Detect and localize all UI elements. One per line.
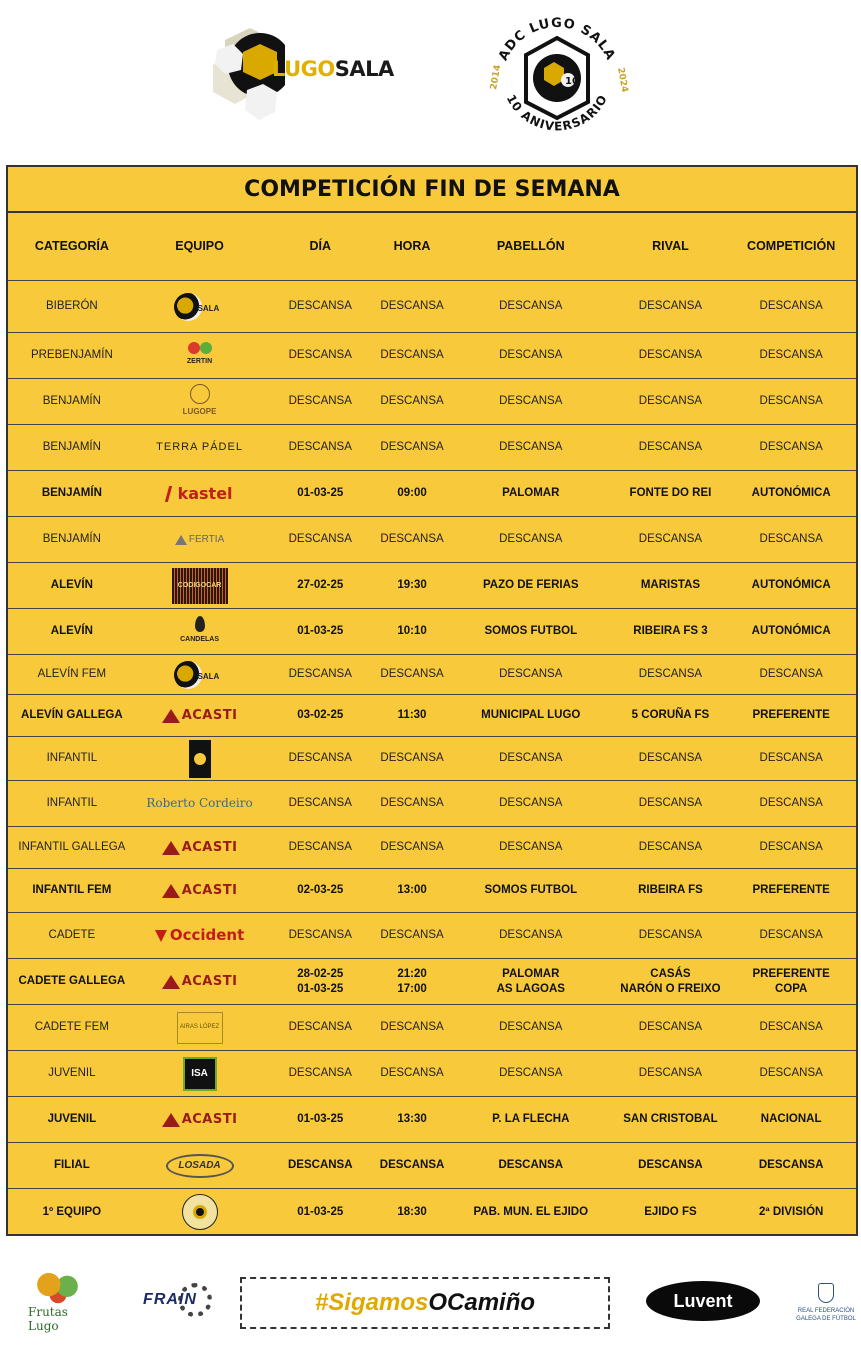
cell-dia: DESCANSA bbox=[288, 300, 352, 312]
cell-competicion: DESCANSA bbox=[759, 349, 823, 361]
cell-categoria: INFANTIL GALLEGA bbox=[18, 841, 126, 853]
cell-dia: 01-03-25 bbox=[297, 1205, 344, 1218]
cell-equipo bbox=[136, 796, 264, 811]
cell-hora: DESCANSA bbox=[380, 797, 444, 809]
flame-icon bbox=[195, 616, 205, 632]
frutas-lugo-text: Frutas Lugo bbox=[28, 1305, 68, 1333]
sponsor-logo-acasti bbox=[162, 708, 238, 723]
cell-categoria: BENJAMÍN bbox=[42, 533, 101, 545]
cell-rival: DESCANSA bbox=[638, 668, 703, 680]
cell-categoria: INFANTIL bbox=[46, 797, 98, 809]
sponsor-name: ZERTIN bbox=[186, 358, 213, 365]
table-row bbox=[8, 1097, 856, 1143]
cell-rival: DESCANSA bbox=[638, 300, 703, 312]
anniversary-center-number: 10 bbox=[565, 76, 579, 87]
acasti-triangle-icon bbox=[162, 884, 180, 898]
luvent-logo bbox=[646, 1281, 760, 1321]
cell-categoria: JUVENIL bbox=[47, 1113, 97, 1125]
cell-categoria: CADETE bbox=[48, 929, 96, 941]
sponsor-logo-club-crest bbox=[182, 1194, 218, 1230]
table-row bbox=[8, 913, 856, 959]
cell-categoria: ALEVÍN bbox=[50, 579, 93, 591]
cell-categoria: 1º EQUIPO bbox=[42, 1205, 102, 1218]
table-row bbox=[8, 379, 856, 425]
sponsor-name: ACASTI bbox=[181, 974, 238, 989]
anniversary-top-text: ADC LUGO SALA bbox=[495, 16, 619, 64]
cell-equipo bbox=[136, 1057, 264, 1091]
cell-dia: 02-03-25 bbox=[297, 884, 344, 896]
cell-equipo bbox=[136, 974, 264, 989]
header-pabellon: PABELLÓN bbox=[496, 239, 565, 253]
zertin-dots-icon bbox=[188, 342, 212, 354]
header-categoria: CATEGORÍA bbox=[34, 239, 109, 253]
cell-categoria: BENJAMÍN bbox=[41, 487, 102, 499]
cell-pabellon: PAZO DE FERIAS bbox=[482, 579, 579, 591]
sponsor-name: SALA bbox=[197, 671, 220, 681]
cell-competicion: DESCANSA bbox=[759, 668, 823, 680]
cell-equipo bbox=[136, 1154, 264, 1178]
cell-categoria: CADETE FEM bbox=[34, 1021, 109, 1033]
cell-rival: CASÁS NARÓN O FREIXO bbox=[620, 967, 721, 995]
sponsor-logo-kastel bbox=[167, 486, 233, 502]
cell-rival: DESCANSA bbox=[638, 752, 703, 764]
cell-rival: DESCANSA bbox=[638, 1067, 703, 1079]
cell-dia: DESCANSA bbox=[288, 441, 352, 453]
hashtag-part-gold: #Sigamos bbox=[314, 1289, 429, 1316]
anniversary-logo bbox=[482, 10, 632, 145]
cell-categoria: CADETE GALLEGA bbox=[18, 975, 126, 987]
cell-pabellon: P. LA FLECHA bbox=[492, 1113, 570, 1125]
cell-pabellon: SOMOS FUTBOL bbox=[484, 625, 578, 637]
cell-pabellon: DESCANSA bbox=[499, 1021, 563, 1033]
sponsor-name: LOSADA bbox=[178, 1160, 221, 1171]
table-row bbox=[8, 959, 856, 1005]
table-row bbox=[8, 1051, 856, 1097]
sponsor-name: ACASTI bbox=[181, 708, 238, 723]
lugo-sala-logo bbox=[205, 20, 425, 130]
header-hora: HORA bbox=[393, 239, 431, 253]
cell-pabellon: DESCANSA bbox=[499, 797, 563, 809]
cell-pabellon: DESCANSA bbox=[499, 533, 563, 545]
table-row bbox=[8, 333, 856, 379]
cell-equipo bbox=[136, 708, 264, 723]
cell-competicion: PREFERENTE bbox=[752, 709, 830, 721]
cell-equipo bbox=[136, 291, 264, 323]
cell-hora: DESCANSA bbox=[380, 752, 444, 764]
cell-pabellon: PALOMAR bbox=[502, 487, 560, 499]
sponsor-logo-lugosala bbox=[172, 659, 228, 691]
cell-competicion: DESCANSA bbox=[758, 1159, 824, 1171]
cell-equipo bbox=[136, 659, 264, 691]
cell-competicion: DESCANSA bbox=[759, 797, 823, 809]
cell-hora: DESCANSA bbox=[380, 929, 444, 941]
cell-dia: 28-02-25 01-03-25 bbox=[297, 967, 344, 995]
cell-hora: DESCANSA bbox=[380, 1021, 444, 1033]
cell-dia: DESCANSA bbox=[288, 1067, 352, 1079]
shield-icon bbox=[818, 1283, 834, 1303]
table-row bbox=[8, 695, 856, 737]
cell-dia: DESCANSA bbox=[288, 349, 352, 361]
cell-hora: DESCANSA bbox=[380, 349, 444, 361]
header-dia: DÍA bbox=[309, 239, 332, 253]
sponsor-name: ACASTI bbox=[181, 883, 238, 898]
header bbox=[0, 0, 861, 160]
sponsor-logo-acasti bbox=[162, 1112, 238, 1127]
cell-competicion: AUTONÓMICA bbox=[751, 487, 831, 499]
anniversary-emblem bbox=[482, 10, 632, 145]
table-row bbox=[8, 737, 856, 781]
table-body bbox=[8, 281, 856, 1235]
cell-equipo bbox=[136, 342, 264, 369]
cell-dia: DESCANSA bbox=[288, 668, 352, 680]
cell-rival: MARISTAS bbox=[640, 579, 701, 591]
sponsor-logo-losada bbox=[166, 1154, 234, 1178]
frutas-lugo-logo bbox=[28, 1267, 88, 1337]
table-row bbox=[8, 1005, 856, 1051]
cell-rival: DESCANSA bbox=[638, 929, 703, 941]
cell-categoria: BIBERÓN bbox=[45, 300, 98, 312]
cell-hora: DESCANSA bbox=[380, 841, 444, 853]
cell-competicion: DESCANSA bbox=[759, 1021, 823, 1033]
cell-rival: DESCANSA bbox=[638, 1159, 703, 1171]
table-title: COMPETICIÓN FIN DE SEMANA bbox=[8, 167, 856, 213]
cell-hora: 10:10 bbox=[397, 625, 427, 637]
cell-categoria: INFANTIL FEM bbox=[32, 884, 112, 896]
cell-equipo bbox=[136, 486, 264, 502]
foot-icon bbox=[190, 384, 210, 404]
sponsor-name: CODIGOCAR bbox=[177, 582, 222, 589]
cell-equipo bbox=[136, 616, 264, 647]
schedule-table bbox=[6, 165, 858, 1236]
frain-text: FRAIN bbox=[143, 1291, 197, 1308]
cell-competicion: DESCANSA bbox=[759, 841, 823, 853]
luvent-text: Luvent bbox=[673, 1290, 733, 1311]
cell-rival: RIBEIRA FS bbox=[638, 884, 703, 896]
cell-pabellon: MUNICIPAL LUGO bbox=[481, 709, 581, 721]
cell-hora: 13:00 bbox=[397, 884, 427, 896]
cell-categoria: ALEVÍN FEM bbox=[37, 668, 107, 680]
table-row bbox=[8, 655, 856, 695]
cell-pabellon: DESCANSA bbox=[499, 668, 563, 680]
cell-rival: FONTE DO REI bbox=[629, 487, 712, 499]
cell-competicion: DESCANSA bbox=[759, 929, 823, 941]
anniversary-year-right: 2024 bbox=[615, 66, 630, 94]
cell-dia: DESCANSA bbox=[288, 929, 352, 941]
table-row bbox=[8, 1143, 856, 1189]
cell-pabellon: DESCANSA bbox=[499, 929, 563, 941]
sponsor-logo-isa bbox=[183, 1057, 217, 1091]
acasti-triangle-icon bbox=[162, 1113, 180, 1127]
cell-hora: 13:30 bbox=[397, 1113, 427, 1125]
cell-competicion: PREFERENTE bbox=[752, 884, 830, 896]
cell-competicion: DESCANSA bbox=[759, 441, 823, 453]
cell-pabellon: DESCANSA bbox=[499, 349, 563, 361]
sponsor-logo-candelas bbox=[180, 616, 219, 647]
cell-categoria: INFANTIL bbox=[46, 752, 98, 764]
club-crest-icon bbox=[193, 1205, 207, 1219]
cell-pabellon: DESCANSA bbox=[499, 300, 563, 312]
sponsor-name: ISA bbox=[191, 1068, 208, 1079]
table-row bbox=[8, 425, 856, 471]
sponsor-name: LUGOPE bbox=[182, 407, 217, 416]
sponsor-name: ACASTI bbox=[181, 840, 238, 855]
table-row bbox=[8, 869, 856, 913]
cell-hora: DESCANSA bbox=[380, 441, 444, 453]
table-row bbox=[8, 1189, 856, 1235]
sponsor-logo-airas-lopez bbox=[177, 1012, 223, 1044]
table-header-row bbox=[8, 213, 856, 281]
cell-hora: 21:20 17:00 bbox=[397, 967, 427, 995]
table-row bbox=[8, 609, 856, 655]
cell-dia: DESCANSA bbox=[288, 797, 352, 809]
sponsor-name: TERRA PÁDEL bbox=[156, 441, 243, 453]
cell-categoria: ALEVÍN bbox=[50, 625, 93, 637]
cell-equipo bbox=[136, 532, 264, 547]
sponsor-logo-acasti bbox=[162, 840, 238, 855]
cell-equipo bbox=[136, 883, 264, 898]
cell-pabellon: PALOMAR AS LAGOAS bbox=[496, 967, 565, 995]
cell-equipo bbox=[136, 1194, 264, 1230]
hashtag-part-black: OCamiño bbox=[428, 1289, 536, 1316]
cell-competicion: AUTONÓMICA bbox=[751, 579, 831, 591]
sponsor-name: Roberto Cordeiro bbox=[146, 796, 253, 810]
cell-competicion: DESCANSA bbox=[759, 1067, 823, 1079]
cell-categoria: ALEVÍN GALLEGA bbox=[21, 709, 123, 721]
cell-rival: DESCANSA bbox=[638, 441, 703, 453]
sponsor-logo-lugope bbox=[183, 384, 217, 419]
anniversary-bottom-text: 10 ANIVERSARIO bbox=[503, 92, 611, 134]
table-row bbox=[8, 517, 856, 563]
sponsor-logo-roberto-cordeiro bbox=[146, 796, 252, 811]
hashtag-banner bbox=[240, 1277, 610, 1329]
sponsor-name: ACASTI bbox=[181, 1112, 238, 1127]
owl-icon bbox=[194, 753, 206, 765]
table-row bbox=[8, 471, 856, 517]
sponsor-logo-codigocar bbox=[172, 568, 228, 604]
cell-pabellon: DESCANSA bbox=[499, 841, 563, 853]
cell-dia: 01-03-25 bbox=[297, 487, 344, 499]
cell-dia: DESCANSA bbox=[288, 395, 352, 407]
cell-dia: 01-03-25 bbox=[297, 625, 344, 637]
cell-equipo bbox=[136, 1012, 264, 1044]
cell-dia: 27-02-25 bbox=[297, 579, 344, 591]
cell-categoria: FILIAL bbox=[53, 1159, 90, 1171]
sponsor-name: AIRAS LÓPEZ bbox=[179, 1024, 220, 1030]
sponsor-name: CANDELAS bbox=[180, 636, 219, 643]
occident-mark-icon bbox=[155, 930, 167, 942]
lugo-sala-wordmark: LUGOSALA bbox=[272, 57, 394, 81]
cell-dia: DESCANSA bbox=[288, 752, 352, 764]
cell-competicion: DESCANSA bbox=[759, 752, 823, 764]
cell-categoria: JUVENIL bbox=[48, 1067, 96, 1079]
frain-logo bbox=[128, 1280, 212, 1320]
acasti-triangle-icon bbox=[162, 841, 180, 855]
cell-hora: DESCANSA bbox=[380, 395, 444, 407]
cell-competicion: AUTONÓMICA bbox=[751, 625, 831, 637]
acasti-triangle-icon bbox=[162, 975, 180, 989]
cell-equipo bbox=[136, 568, 264, 604]
cell-rival: DESCANSA bbox=[638, 797, 703, 809]
sponsor-logo-zertin bbox=[187, 342, 212, 369]
cell-categoria: BENJAMÍN bbox=[42, 395, 101, 407]
sponsor-logo-acasti bbox=[162, 974, 238, 989]
sponsor-logo-dark bbox=[189, 740, 211, 778]
table-row bbox=[8, 827, 856, 869]
cell-rival: 5 CORUÑA FS bbox=[631, 709, 710, 721]
rfef-logo bbox=[792, 1273, 860, 1333]
cell-competicion: DESCANSA bbox=[759, 533, 823, 545]
table-row bbox=[8, 563, 856, 609]
cell-dia: DESCANSA bbox=[288, 533, 352, 545]
sponsor-name: FERTIA bbox=[188, 534, 225, 545]
acasti-triangle-icon bbox=[162, 709, 180, 723]
sponsor-name: Occident bbox=[169, 926, 245, 944]
cell-competicion: 2ª DIVISIÓN bbox=[758, 1205, 824, 1218]
cell-equipo bbox=[136, 384, 264, 419]
cell-equipo bbox=[136, 1112, 264, 1127]
cell-rival: RIBEIRA FS 3 bbox=[633, 625, 708, 637]
cell-pabellon: DESCANSA bbox=[498, 1159, 564, 1171]
cell-rival: SAN CRISTOBAL bbox=[623, 1113, 718, 1125]
sponsor-logo-terra-padel bbox=[156, 440, 243, 455]
cell-hora: 18:30 bbox=[397, 1205, 427, 1218]
cell-pabellon: PAB. MUN. EL EJIDO bbox=[473, 1205, 589, 1218]
cell-dia: DESCANSA bbox=[288, 1021, 352, 1033]
header-rival: RIVAL bbox=[652, 239, 689, 253]
cell-rival: DESCANSA bbox=[638, 841, 703, 853]
cell-rival: DESCANSA bbox=[638, 395, 703, 407]
cell-equipo bbox=[136, 740, 264, 778]
cell-hora: DESCANSA bbox=[380, 300, 444, 312]
cell-categoria: PREBENJAMÍN bbox=[30, 349, 113, 361]
cell-pabellon: DESCANSA bbox=[499, 395, 563, 407]
cell-hora: DESCANSA bbox=[380, 668, 444, 680]
cell-competicion: NACIONAL bbox=[760, 1113, 822, 1125]
cell-hora: DESCANSA bbox=[380, 1067, 444, 1079]
sponsor-logo-occident bbox=[155, 928, 244, 943]
cell-hora: 19:30 bbox=[397, 579, 427, 591]
cell-competicion: DESCANSA bbox=[759, 300, 823, 312]
cell-dia: DESCANSA bbox=[288, 841, 352, 853]
table-row bbox=[8, 281, 856, 333]
rfef-line2: GALEGA DE FÚTBOL bbox=[796, 1316, 856, 1322]
cell-hora: 09:00 bbox=[397, 487, 427, 499]
rfef-line1: REAL FEDERACIÓN bbox=[797, 1308, 855, 1314]
cell-rival: DESCANSA bbox=[638, 349, 703, 361]
anniversary-year-left: 2014 bbox=[489, 64, 504, 91]
cell-equipo bbox=[136, 440, 264, 455]
cell-rival: DESCANSA bbox=[638, 1021, 703, 1033]
sponsor-name: kastel bbox=[177, 484, 233, 503]
cell-rival: EJIDO FS bbox=[644, 1205, 697, 1218]
cell-dia: 01-03-25 bbox=[297, 1113, 344, 1125]
cell-competicion: PREFERENTE COPA bbox=[752, 967, 830, 995]
cell-rival: DESCANSA bbox=[638, 533, 703, 545]
cell-hora: DESCANSA bbox=[380, 533, 444, 545]
sponsor-logo-acasti bbox=[162, 883, 238, 898]
cell-pabellon: DESCANSA bbox=[499, 1067, 563, 1079]
sponsor-logo-lugosala bbox=[172, 291, 228, 323]
cell-pabellon: SOMOS FUTBOL bbox=[484, 884, 578, 896]
sponsor-name: SALA bbox=[197, 303, 220, 313]
cell-equipo bbox=[136, 928, 264, 943]
header-equipo: EQUIPO bbox=[175, 239, 224, 253]
table-row bbox=[8, 781, 856, 827]
cell-dia: 03-02-25 bbox=[297, 709, 344, 721]
kastel-k-icon bbox=[164, 486, 176, 502]
fruit-icon bbox=[35, 1271, 81, 1305]
cell-hora: 11:30 bbox=[397, 709, 427, 721]
cell-dia: DESCANSA bbox=[288, 1159, 353, 1171]
cell-competicion: DESCANSA bbox=[759, 395, 823, 407]
cell-pabellon: DESCANSA bbox=[499, 752, 563, 764]
cell-categoria: BENJAMÍN bbox=[42, 441, 101, 453]
cell-hora: DESCANSA bbox=[379, 1159, 445, 1171]
cell-equipo bbox=[136, 840, 264, 855]
sponsor-footer bbox=[0, 1255, 861, 1350]
header-competicion: COMPETICIÓN bbox=[747, 239, 836, 253]
sponsor-logo-fertia bbox=[175, 532, 224, 547]
cell-pabellon: DESCANSA bbox=[499, 441, 563, 453]
triangle-icon bbox=[175, 535, 187, 545]
